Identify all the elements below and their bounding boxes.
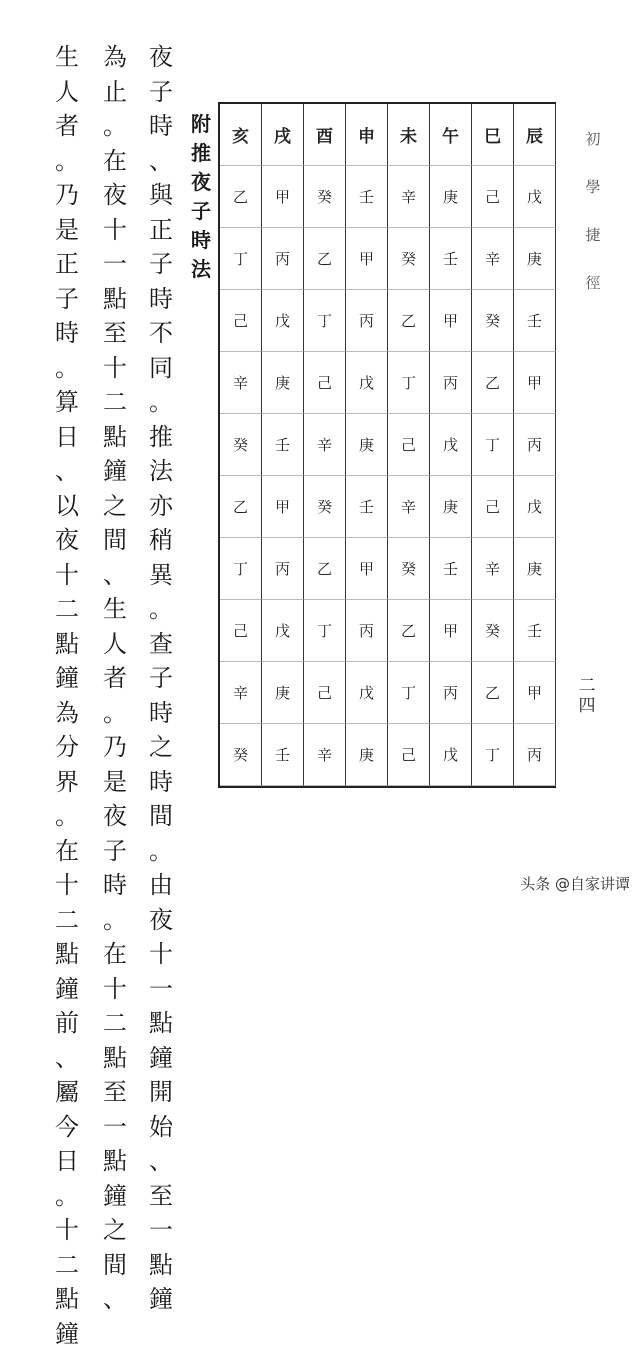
table-cell: 丁 (388, 352, 430, 414)
body-char: 。 (55, 1179, 79, 1214)
body-char: 乃 (55, 178, 79, 213)
table-cell: 壬 (346, 476, 388, 538)
table-cell: 辛 (388, 166, 430, 228)
table-cell: 辛 (304, 724, 346, 786)
table-cell: 乙 (304, 228, 346, 290)
body-char: 、 (149, 1144, 173, 1179)
body-char: 、 (103, 558, 127, 593)
body-char: 。 (103, 696, 127, 731)
body-char: 。 (103, 109, 127, 144)
body-char: 之 (103, 489, 127, 524)
table-header-cell: 辰 (514, 104, 556, 166)
table-cell: 甲 (514, 352, 556, 414)
table-cell: 甲 (430, 290, 472, 352)
table-cell: 辛 (304, 414, 346, 476)
body-char: 者 (55, 109, 79, 144)
body-char: 界 (55, 765, 79, 800)
body-char: 十 (149, 937, 173, 972)
body-char: 子 (103, 834, 127, 869)
table-cell: 己 (472, 476, 514, 538)
table-cell: 庚 (262, 352, 304, 414)
body-char: 。 (55, 799, 79, 834)
body-char: 十 (103, 213, 127, 248)
body-char: 二 (55, 903, 79, 938)
table-cell: 丙 (430, 662, 472, 724)
body-char: 時 (149, 282, 173, 317)
body-char: 為 (103, 40, 127, 75)
table-cell: 辛 (388, 476, 430, 538)
body-char: 正 (149, 213, 173, 248)
table-cell: 甲 (262, 166, 304, 228)
body-char: 點 (55, 1282, 79, 1317)
body-char: 點 (103, 420, 127, 455)
body-char: 點 (103, 1041, 127, 1076)
table-cell: 戊 (346, 352, 388, 414)
body-char: 正 (55, 247, 79, 282)
body-char: 點 (55, 627, 79, 662)
table-cell: 壬 (430, 228, 472, 290)
body-char: 鐘 (149, 1282, 173, 1317)
body-char: 子 (55, 282, 79, 317)
body-char: 間 (103, 1248, 127, 1283)
body-char: 分 (55, 730, 79, 765)
book-title (578, 128, 608, 320)
body-char: 十 (55, 558, 79, 593)
table-header-cell: 巳 (472, 104, 514, 166)
body-char: 點 (55, 937, 79, 972)
body-char: 以 (55, 489, 79, 524)
table-cell: 乙 (472, 662, 514, 724)
body-char: 點 (149, 1248, 173, 1283)
body-char: 、 (55, 454, 79, 489)
table-cell: 壬 (262, 724, 304, 786)
table-cell: 丙 (262, 228, 304, 290)
body-char: 生 (103, 592, 127, 627)
page-number (572, 676, 602, 716)
table-cell: 癸 (388, 228, 430, 290)
body-char: 人 (55, 75, 79, 110)
body-char: 十 (103, 972, 127, 1007)
body-char: 、 (149, 144, 173, 179)
table-cell: 丁 (304, 600, 346, 662)
body-char: 十 (55, 868, 79, 903)
table-cell: 丁 (472, 414, 514, 476)
table-cell: 乙 (304, 538, 346, 600)
body-char: 在 (103, 144, 127, 179)
table-cell: 戊 (262, 290, 304, 352)
body-char: 鐘 (103, 454, 127, 489)
table-cell: 癸 (220, 414, 262, 476)
table-cell: 丙 (346, 290, 388, 352)
body-char: 、 (55, 1041, 79, 1076)
table-cell: 壬 (262, 414, 304, 476)
table-cell: 丁 (388, 662, 430, 724)
table-cell: 丙 (430, 352, 472, 414)
body-char: 者 (103, 661, 127, 696)
table-cell: 庚 (514, 538, 556, 600)
table-cell: 己 (304, 352, 346, 414)
table-cell: 戊 (430, 414, 472, 476)
body-char: 鐘 (149, 1041, 173, 1076)
body-char: 算 (55, 385, 79, 420)
table-cell: 癸 (220, 724, 262, 786)
page-number-char: 四 (579, 696, 596, 716)
table-cell: 甲 (346, 538, 388, 600)
body-char: 是 (55, 213, 79, 248)
body-char: 鐘 (55, 1317, 79, 1351)
table-cell: 戊 (514, 476, 556, 538)
table-cell: 庚 (346, 724, 388, 786)
watermark: 头条 @自家讲谭 (520, 873, 630, 894)
book-title-char: 學 (585, 176, 600, 224)
body-char: 十 (55, 1213, 79, 1248)
table-header-cell: 未 (388, 104, 430, 166)
table-cell: 甲 (430, 600, 472, 662)
body-char: 子 (149, 75, 173, 110)
table-cell: 乙 (220, 476, 262, 538)
table-cell: 戊 (430, 724, 472, 786)
body-column-2 (96, 40, 134, 1317)
table-cell: 癸 (304, 166, 346, 228)
body-char: 今 (55, 1110, 79, 1145)
body-char: 二 (55, 592, 79, 627)
body-char: 間 (103, 523, 127, 558)
body-char: 至 (103, 316, 127, 351)
table-cell: 庚 (430, 166, 472, 228)
table-cell: 庚 (346, 414, 388, 476)
body-char: 。 (149, 834, 173, 869)
body-char: 人 (103, 627, 127, 662)
body-char: 。 (55, 144, 79, 179)
table-header-cell: 亥 (220, 104, 262, 166)
section-heading-char: 子 (191, 197, 211, 226)
body-char: 不 (149, 316, 173, 351)
body-char: 。 (149, 592, 173, 627)
table-cell: 己 (220, 600, 262, 662)
table-cell: 壬 (430, 538, 472, 600)
body-char: 二 (103, 385, 127, 420)
body-char: 二 (55, 1248, 79, 1283)
table-cell: 丙 (346, 600, 388, 662)
body-char: 在 (55, 834, 79, 869)
body-char: 一 (149, 1213, 173, 1248)
body-char: 法 (149, 454, 173, 489)
table-cell: 壬 (514, 290, 556, 352)
body-char: 異 (149, 558, 173, 593)
body-char: 至 (103, 1075, 127, 1110)
body-char: 夜 (149, 903, 173, 938)
body-char: 生 (55, 40, 79, 75)
body-char: 推 (149, 420, 173, 455)
table-cell: 乙 (472, 352, 514, 414)
body-char: 由 (149, 868, 173, 903)
body-char: 在 (103, 937, 127, 972)
body-char: 二 (103, 1006, 127, 1041)
table-cell: 庚 (430, 476, 472, 538)
table-header-cell: 申 (346, 104, 388, 166)
section-heading-char: 時 (191, 226, 211, 255)
body-char: 日 (55, 1144, 79, 1179)
table-cell: 癸 (304, 476, 346, 538)
table-cell: 丙 (514, 414, 556, 476)
table-cell: 己 (388, 414, 430, 476)
body-column-1 (142, 40, 180, 1317)
body-char: 始 (149, 1110, 173, 1145)
body-char: 間 (149, 799, 173, 834)
table-cell: 庚 (262, 662, 304, 724)
table-cell: 辛 (472, 538, 514, 600)
book-title-char: 捷 (585, 224, 600, 272)
table-cell: 甲 (262, 476, 304, 538)
body-char: 子 (149, 661, 173, 696)
body-char: 點 (103, 282, 127, 317)
body-char: 夜 (103, 799, 127, 834)
table-cell: 乙 (388, 600, 430, 662)
table-cell: 庚 (514, 228, 556, 290)
table-cell: 辛 (472, 228, 514, 290)
table-cell: 辛 (220, 662, 262, 724)
table-cell: 乙 (220, 166, 262, 228)
body-char: 、 (103, 1282, 127, 1317)
body-char: 點 (149, 1006, 173, 1041)
table-cell: 己 (472, 166, 514, 228)
table-header-cell: 酉 (304, 104, 346, 166)
table-cell: 己 (304, 662, 346, 724)
table-cell: 壬 (514, 600, 556, 662)
table-cell: 丙 (262, 538, 304, 600)
body-char: 屬 (55, 1075, 79, 1110)
table-header-cell: 午 (430, 104, 472, 166)
body-char: 查 (149, 627, 173, 662)
body-char: 時 (149, 696, 173, 731)
section-heading-char: 夜 (191, 168, 211, 197)
table-cell: 己 (220, 290, 262, 352)
body-char: 。 (149, 385, 173, 420)
body-char: 。 (103, 903, 127, 938)
stem-table (218, 102, 556, 788)
body-char: 時 (103, 868, 127, 903)
table-header-cell: 戌 (262, 104, 304, 166)
table-cell: 甲 (514, 662, 556, 724)
table-cell: 丙 (514, 724, 556, 786)
body-char: 鐘 (55, 972, 79, 1007)
body-char: 時 (55, 316, 79, 351)
body-char: 點 (103, 1144, 127, 1179)
body-char: 乃 (103, 730, 127, 765)
table-cell: 丁 (304, 290, 346, 352)
body-char: 日 (55, 420, 79, 455)
body-char: 一 (103, 1110, 127, 1145)
body-char: 之 (149, 730, 173, 765)
body-char: 十 (103, 351, 127, 386)
body-char: 之 (103, 1213, 127, 1248)
body-char: 為 (55, 696, 79, 731)
body-char: 夜 (103, 178, 127, 213)
table-cell: 丁 (472, 724, 514, 786)
table-cell: 乙 (388, 290, 430, 352)
body-char: 是 (103, 765, 127, 800)
body-char: 亦 (149, 489, 173, 524)
table-cell: 戊 (262, 600, 304, 662)
body-column-3 (48, 40, 86, 1351)
book-title-char: 初 (585, 128, 600, 176)
body-char: 同 (149, 351, 173, 386)
body-char: 一 (149, 972, 173, 1007)
table-cell: 己 (388, 724, 430, 786)
body-char: 前 (55, 1006, 79, 1041)
section-heading-char: 推 (191, 139, 211, 168)
table-cell: 癸 (472, 600, 514, 662)
table-cell: 辛 (220, 352, 262, 414)
table-cell: 丁 (220, 228, 262, 290)
body-char: 至 (149, 1179, 173, 1214)
section-heading-char: 法 (191, 255, 211, 284)
body-char: 與 (149, 178, 173, 213)
table-cell: 癸 (472, 290, 514, 352)
body-char: 夜 (149, 40, 173, 75)
section-heading (186, 110, 216, 284)
body-char: 開 (149, 1075, 173, 1110)
body-char: 時 (149, 109, 173, 144)
body-char: 鐘 (103, 1179, 127, 1214)
section-heading-char: 附 (191, 110, 211, 139)
body-char: 止 (103, 75, 127, 110)
body-char: 一 (103, 247, 127, 282)
table-cell: 戊 (346, 662, 388, 724)
table-cell: 壬 (346, 166, 388, 228)
book-title-char: 徑 (585, 272, 600, 320)
table-cell: 甲 (346, 228, 388, 290)
body-char: 鐘 (55, 661, 79, 696)
table-cell: 丁 (220, 538, 262, 600)
page-number-char: 二 (579, 676, 596, 696)
body-char: 夜 (55, 523, 79, 558)
body-char: 稍 (149, 523, 173, 558)
table-cell: 癸 (388, 538, 430, 600)
body-char: 。 (55, 351, 79, 386)
table-cell: 戊 (514, 166, 556, 228)
body-char: 子 (149, 247, 173, 282)
body-char: 時 (149, 765, 173, 800)
